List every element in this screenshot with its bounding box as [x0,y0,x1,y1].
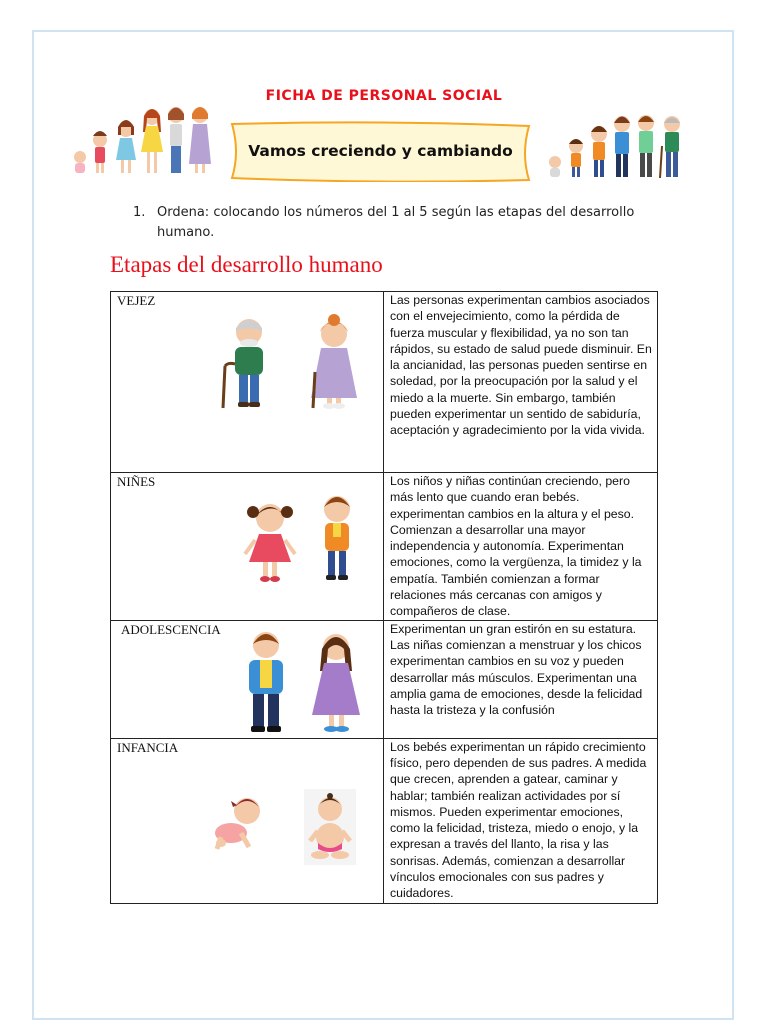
table-row [111,292,658,473]
stage-name: VEJEZ [117,293,156,308]
grandmother-illustration [303,314,365,410]
stage-image-cell [111,738,384,903]
crawling-baby-illustration [211,791,273,853]
stage-image-cell [111,620,384,738]
stage-description: Los niños y niñas continúan creciendo, pero más lento que cuando eran bebés. experimentan cambios en la altura y el peso. Comienzan a desarrollar una mayor independencia y autonomía. Experimentan emociones, como la vergüenza, la timidez y la empatía. También comienzan a formar relaciones más cercanas con amigos y compañeros de clase. [390,474,642,619]
girl-illustration [239,500,301,584]
stage-description: Los bebés experimentan un rápido crecimiento físico, pero dependen de sus padres. A medida que crecen, aprenden a gatear, caminar y hablar; también realizan actividades por sí mismos. Pueden experimentar emociones, como la felicidad, tristeza, miedo o enojo, y la expresan a través del llanto, la risa y las sonrisas. Además, comienzan a desarrollar vínculos emocionales con sus padres y cuidadores. [390,739,647,901]
instruction-number: 1. [133,205,146,220]
teen-boy-illustration [241,630,291,734]
worksheet-title: FICHA DE PERSONAL SOCIAL [265,88,503,104]
stage-image-cell [111,473,384,621]
section-title: Etapas del desarrollo humano [110,252,383,277]
family-growth-illustration-left [70,102,218,178]
grandfather-illustration [219,316,279,410]
stage-description: Experimentan un gran estirón en su estatura. Las niñas comienzan a menstruar y los chicos experimentan cambios en su voz y pueden desarrollar más músculos. Experimentan una amplia gama de emociones, desde la felicidad hasta la tristeza y la confusión [390,621,643,718]
stages-table [110,291,658,904]
family-growth-illustration-right [545,112,690,180]
stage-description-cell [384,738,658,903]
teen-girl-illustration [309,631,363,735]
banner-text: Vamos creciendo y cambiando [248,142,513,160]
sitting-baby-illustration [304,789,356,865]
table-row [111,620,658,738]
stage-name: INFANCIA [117,739,179,755]
table-row [111,738,658,903]
stage-name: ADOLESCENCIA [121,621,221,637]
stage-description: Las personas experimentan cambios asociados con el envejecimiento, como la pérdida de fuerza muscular y flexibilidad, ya no son tan rápidos, su estado de salud puede disminuir. En la ancianidad, las personas pueden sentirse en soledad, por la preocupación por la salud y el miedo a la muerte. Sin embargo, también pueden experimentar un sentido de sabiduría, aceptación y agradecimiento por la vida vivida. [390,293,652,438]
stage-image-cell [111,292,384,473]
table-row [111,473,658,621]
boy-illustration [315,493,359,583]
stage-description-cell [384,620,658,738]
instruction-text: Ordena: colocando los números del 1 al 5 según las etapas del desarrollo humano. [157,205,635,240]
stage-description-cell [384,473,658,621]
stage-description-cell [384,292,658,473]
stage-name: NIÑES [117,474,156,489]
